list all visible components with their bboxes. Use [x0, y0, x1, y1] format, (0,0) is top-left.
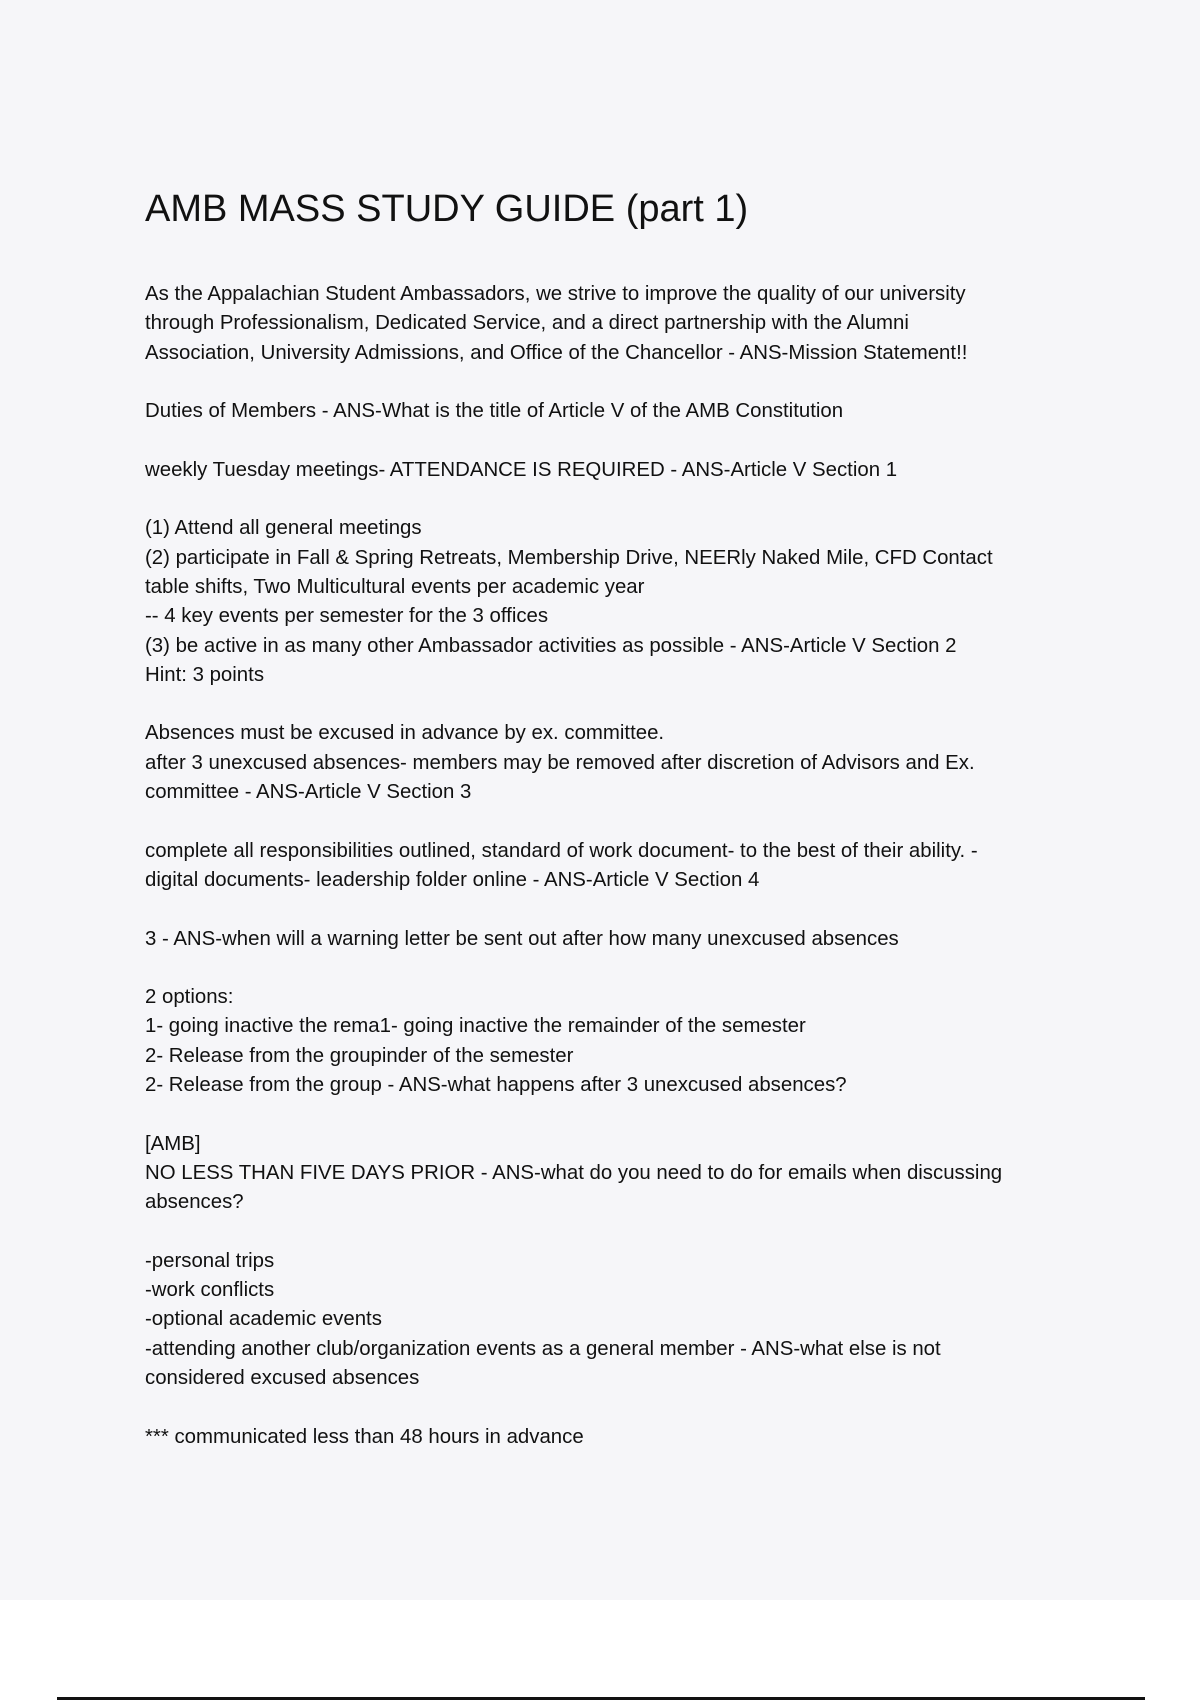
text-line: [AMB]: [145, 1132, 201, 1155]
text-line: -personal trips: [145, 1249, 275, 1272]
text-line: complete all responsibilities outlined, standard of work document- to the best of their ability. -: [145, 839, 978, 862]
text-line: table shifts, Two Multicultural events per academic year: [145, 575, 645, 598]
text-line: Hint: 3 points: [145, 663, 265, 686]
text-line: 2- Release from the group - ANS-what happens after 3 unexcused absences?: [145, 1074, 847, 1097]
blank-line: [145, 895, 1002, 924]
text-line: (2) participate in Fall & Spring Retreats, Membership Drive, NEERly Naked Mile, CFD Contact: [145, 546, 993, 569]
text-line: -work conflicts: [145, 1279, 275, 1302]
text-line: -optional academic events: [145, 1308, 382, 1331]
text-line: -attending another club/organization events as a general member - ANS-what else is not: [145, 1337, 941, 1360]
text-line: Duties of Members - ANS-What is the title of Article V of the AMB Constitution: [145, 400, 844, 423]
text-line: 2 options:: [145, 986, 234, 1009]
text-line: considered excused absences: [145, 1366, 420, 1389]
blank-line: [145, 807, 1002, 836]
text-line: As the Appalachian Student Ambassadors, we strive to improve the quality of our university: [145, 283, 966, 305]
blank-line: [145, 1218, 1002, 1247]
text-line: Association, University Admissions, and Office of the Chancellor - ANS-Mission Statement!!: [145, 341, 968, 364]
text-line: Absences must be excused in advance by ex. committee.: [145, 722, 665, 745]
text-line: (3) be active in as many other Ambassador activities as possible - ANS-Article V Section 2: [145, 634, 957, 657]
text-line: -- 4 key events per semester for the 3 offices: [145, 605, 549, 628]
text-line: (1) Attend all general meetings: [145, 517, 422, 540]
blank-line: [145, 485, 1002, 514]
text-line: *** communicated less than 48 hours in advance: [145, 1425, 584, 1448]
text-line: through Professionalism, Dedicated Service, and a direct partnership with the Alumni: [145, 312, 909, 335]
text-line: 1- going inactive the rema1- going inactive the remainder of the semester: [145, 1015, 806, 1038]
blank-line: [145, 954, 1002, 983]
blank-line: [145, 1100, 1002, 1129]
document-title: AMB MASS STUDY GUIDE (part 1): [145, 188, 749, 230]
text-line: committee - ANS-Article V Section 3: [145, 781, 472, 804]
text-line: NO LESS THAN FIVE DAYS PRIOR - ANS-what do you need to do for emails when discussing: [145, 1161, 1003, 1184]
text-line: weekly Tuesday meetings- ATTENDANCE IS REQUIRED - ANS-Article V Section 1: [145, 458, 898, 481]
blank-line: [145, 426, 1002, 455]
text-line: absences?: [145, 1191, 244, 1214]
text-line: 2- Release from the groupinder of the semester: [145, 1044, 574, 1067]
text-line: digital documents- leadership folder online - ANS-Article V Section 4: [145, 868, 760, 891]
text-line: 3 - ANS-when will a warning letter be sent out after how many unexcused absences: [145, 927, 899, 950]
blank-line: [145, 1393, 1002, 1422]
text-line: after 3 unexcused absences- members may be removed after discretion of Advisors and Ex.: [145, 751, 975, 774]
blank-line: [145, 368, 1002, 397]
blank-line: [145, 690, 1002, 719]
document-body: [145, 280, 1002, 1452]
